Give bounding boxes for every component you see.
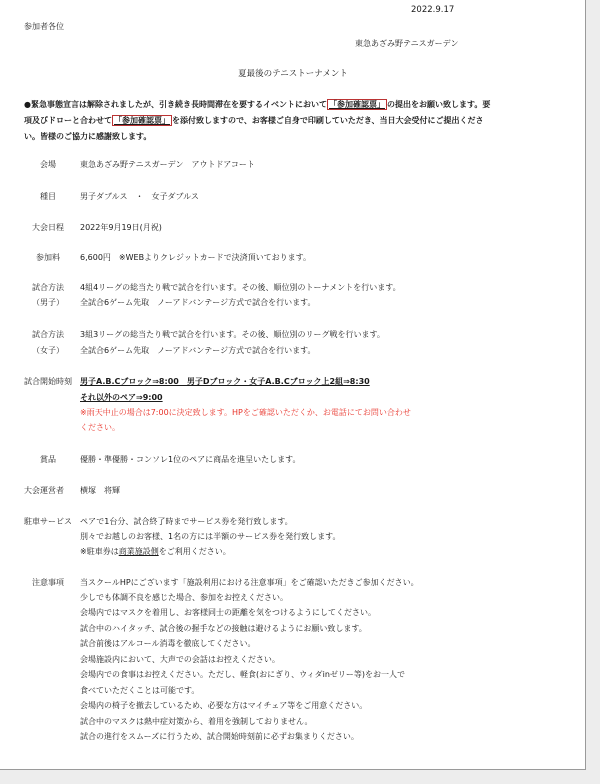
rain-notice-line-2: ください。 xyxy=(80,423,120,432)
date-label: 大会日程 xyxy=(32,223,64,232)
method-men-line-2: 全試合6ゲーム先取 ノーアドバンテージ方式で試合を行います。 xyxy=(80,298,316,307)
method-women-line-2: 全試合6ゲーム先取 ノーアドバンテージ方式で試合を行います。 xyxy=(80,346,316,355)
parking-line-3-pre: ※駐車券は xyxy=(80,547,119,556)
commercial-facility-link[interactable]: 商業施設側 xyxy=(118,547,159,556)
caution-item: 試合中のハイタッチ、試合後の握手などの接触は避けるようにお願い致します。 xyxy=(80,624,367,633)
method-men-sub: （男子） xyxy=(32,298,64,307)
notice-text-2: の提出をお願い致します。要項及びドローと合わせて xyxy=(24,100,491,125)
notice-paragraph xyxy=(24,97,494,145)
events-value: 男子ダブルス ・ 女子ダブルス xyxy=(80,192,199,201)
parking-line-1: ペアで1台分、試合終了時までサービス券を発行致します。 xyxy=(80,517,293,526)
method-women-label: 試合方法 xyxy=(32,330,64,339)
caution-item: 少しでも体調不良を感じた場合、参加をお控えください。 xyxy=(80,593,288,602)
venue-value: 東急あざみ野テニスガーデン アウトドアコート xyxy=(80,160,255,169)
viewer-scroll-gutter[interactable] xyxy=(586,0,600,784)
venue-label: 会場 xyxy=(40,160,56,169)
date-value: 2022年9月19日(月祝) xyxy=(80,223,162,232)
caution-item: 試合の進行をスムーズに行うため、試合開始時刻前に必ずお集まりください。 xyxy=(80,732,359,741)
caution-item: 当スクールHPにございます「施設利用における注意事項」をご確認いただきご参加ください。 xyxy=(80,578,419,587)
caution-item: 食べていただくことは可能です。 xyxy=(80,686,200,695)
parking-line-2: 別々でお越しのお客様、1名の方には半額のサービス券を発行致します。 xyxy=(80,532,341,541)
document-date: 2022.9.17 xyxy=(411,5,455,15)
method-men-line-1: 4組4リーグの総当たり戦で試合を行います。その後、順位別のトーナメントを行います。 xyxy=(80,283,401,292)
organizer-name: 東急あざみ野テニスガーデン xyxy=(355,39,459,48)
recipient-line: 参加者各位 xyxy=(24,22,64,31)
start-time-label: 試合開始時刻 xyxy=(24,377,72,386)
notice-text-1: ●緊急事態宣言は解除されましたが、引き続き長時間滞在を要するイベントにおいて xyxy=(24,100,327,109)
fee-label: 参加料 xyxy=(36,253,60,262)
confirmation-form-label-1: 「参加確認票」 xyxy=(328,100,385,109)
fee-value: 6,600円 ※WEBよりクレジットカードで決済頂いております。 xyxy=(80,253,311,262)
parking-line-3-post: をご利用ください。 xyxy=(158,547,231,556)
caution-item: 試合前後はアルコール消毒を徹底してください。 xyxy=(80,639,256,648)
prizes-label: 賞品 xyxy=(40,455,56,464)
caution-item: 試合中のマスクは熱中症対策から、着用を強制しておりません。 xyxy=(80,717,313,726)
confirmation-form-label-2: 「参加確認票」 xyxy=(114,116,170,125)
caution-item: 会場内での食事はお控えください。ただし、軽食(おにぎり、ウィダinゼリー等)をお一人で xyxy=(80,670,406,679)
notice-text-3: を添付致しますので、お客様ご自身で印刷していただき、当日大会受付にご提出ください。皆様のご協力に感謝致します。 xyxy=(24,116,484,141)
method-men-label: 試合方法 xyxy=(32,283,64,292)
method-women-line-1: 3組3リーグの総当たり戦で試合を行います。その後、順位別のリーグ戦を行います。 xyxy=(80,330,385,339)
start-time-line-1: 男子A.B.Cブロック⇒8:00 男子Dブロック・女子A.B.Cブロック上2組⇒8:30 xyxy=(80,377,370,386)
parking-line-3 xyxy=(80,545,231,558)
method-women-sub: （女子） xyxy=(32,346,64,355)
caution-item: 会場内の椅子を撤去しているため、必要な方はマイチェア等をご用意ください。 xyxy=(80,701,368,710)
start-time-line-2: それ以外のペア⇒9:00 xyxy=(80,393,163,402)
caution-item: 会場施設内において、大声での会話はお控えください。 xyxy=(80,655,280,664)
events-label: 種目 xyxy=(40,192,56,201)
parking-label: 駐車サービス xyxy=(24,517,72,526)
cautions-label: 注意事項 xyxy=(32,578,64,587)
document-title: 夏最後のテニストーナメント xyxy=(238,69,348,79)
rain-notice-line-1: ※雨天中止の場合は7:00に決定致します。HPをご確認いただくか、お電話にてお問い合わせ xyxy=(80,408,411,417)
caution-item: 会場内ではマスクを着用し、お客様同士の距離を気をつけるようにしてください。 xyxy=(80,608,376,617)
viewer-bottom-gutter xyxy=(0,770,600,784)
prizes-value: 優勝・準優勝・コンソレ1位のペアに商品を進呈いたします。 xyxy=(80,455,301,464)
manager-label: 大会運営者 xyxy=(24,486,64,495)
manager-value: 横塚 将輝 xyxy=(80,486,120,495)
